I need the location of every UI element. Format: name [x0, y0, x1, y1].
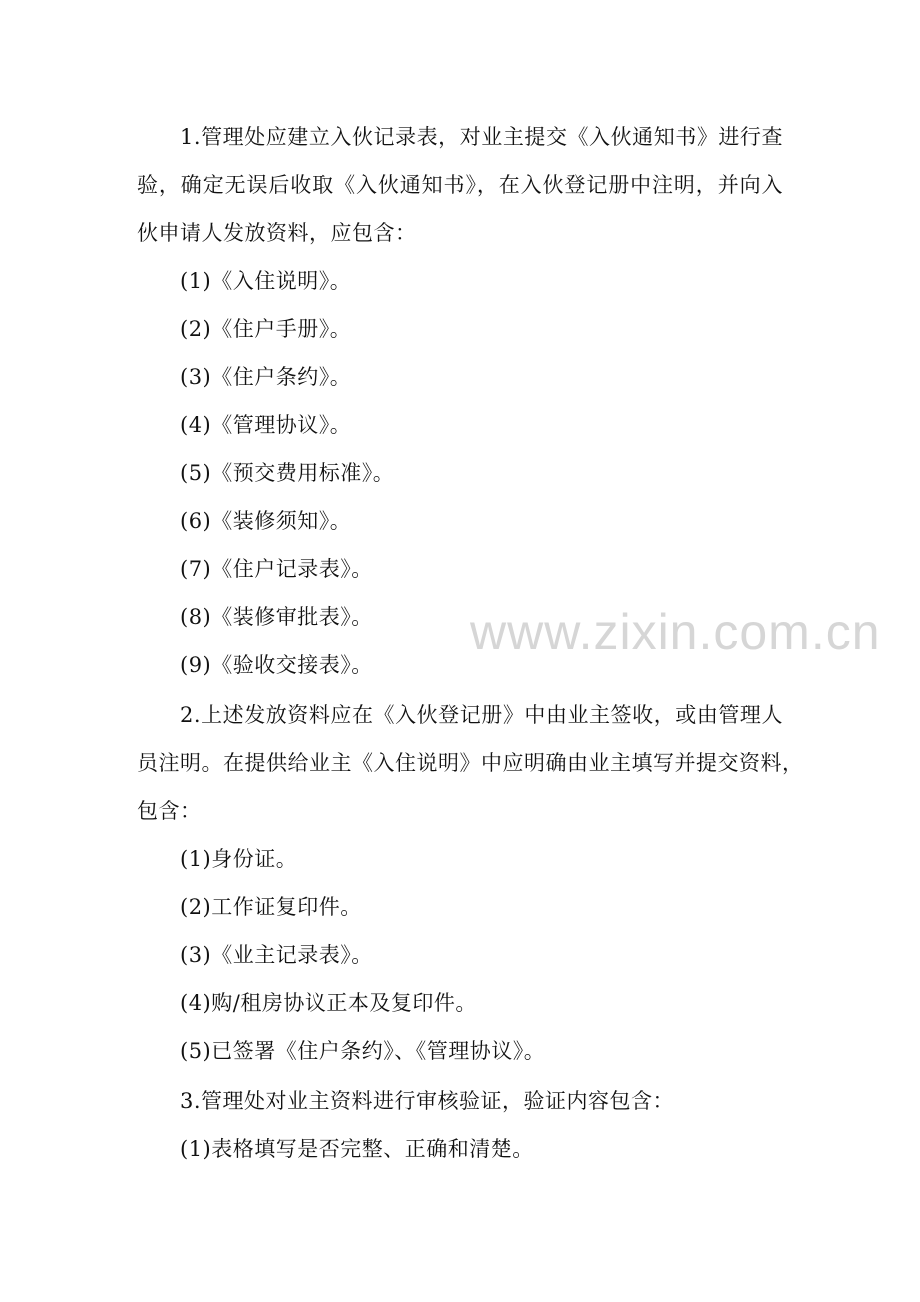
list1-item-4: (4)《管理协议》。: [180, 413, 352, 437]
list2-item-2: (2)工作证复印件。: [180, 895, 362, 919]
list2-item-5: (5)已签署《住户条约》、《管理协议》。: [180, 1039, 546, 1063]
para2-line2: 员注明。在提供给业主《入住说明》中应明确由业主填写并提交资料，: [137, 751, 804, 775]
list1-item-3: (3)《住户条约》。: [180, 365, 352, 389]
list1-item-9: (9)《验收交接表》。: [180, 653, 373, 677]
list3-item-1: (1)表格填写是否完整、正确和清楚。: [180, 1137, 534, 1161]
list1-item-8: (8)《装修审批表》。: [180, 605, 373, 629]
list1-item-5: (5)《预交费用标准》。: [180, 461, 395, 485]
list2-item-4: (4)购/租房协议正本及复印件。: [180, 991, 477, 1015]
list2-item-3: (3)《业主记录表》。: [180, 943, 373, 967]
watermark: www.zixin.com.cn: [470, 604, 881, 660]
para2-line1: 2.上述发放资料应在《入伙登记册》中由业主签收，或由管理人: [180, 703, 783, 727]
list2-item-1: (1)身份证。: [180, 847, 298, 871]
para2-line3: 包含：: [137, 799, 202, 823]
para1-line2: 验，确定无误后收取《入伙通知书》，在入伙登记册中注明，并向入: [137, 173, 783, 197]
list1-item-6: (6)《装修须知》。: [180, 509, 352, 533]
list1-item-2: (2)《住户手册》。: [180, 317, 352, 341]
para1-line3: 伙申请人发放资料，应包含：: [137, 221, 417, 245]
para1-line1: 1.管理处应建立入伙记录表，对业主提交《入伙通知书》进行查: [180, 125, 783, 149]
list1-item-1: (1)《入住说明》。: [180, 269, 352, 293]
list1-item-7: (7)《住户记录表》。: [180, 557, 373, 581]
para3-line1: 3.管理处对业主资料进行审核验证，验证内容包含：: [180, 1089, 675, 1113]
